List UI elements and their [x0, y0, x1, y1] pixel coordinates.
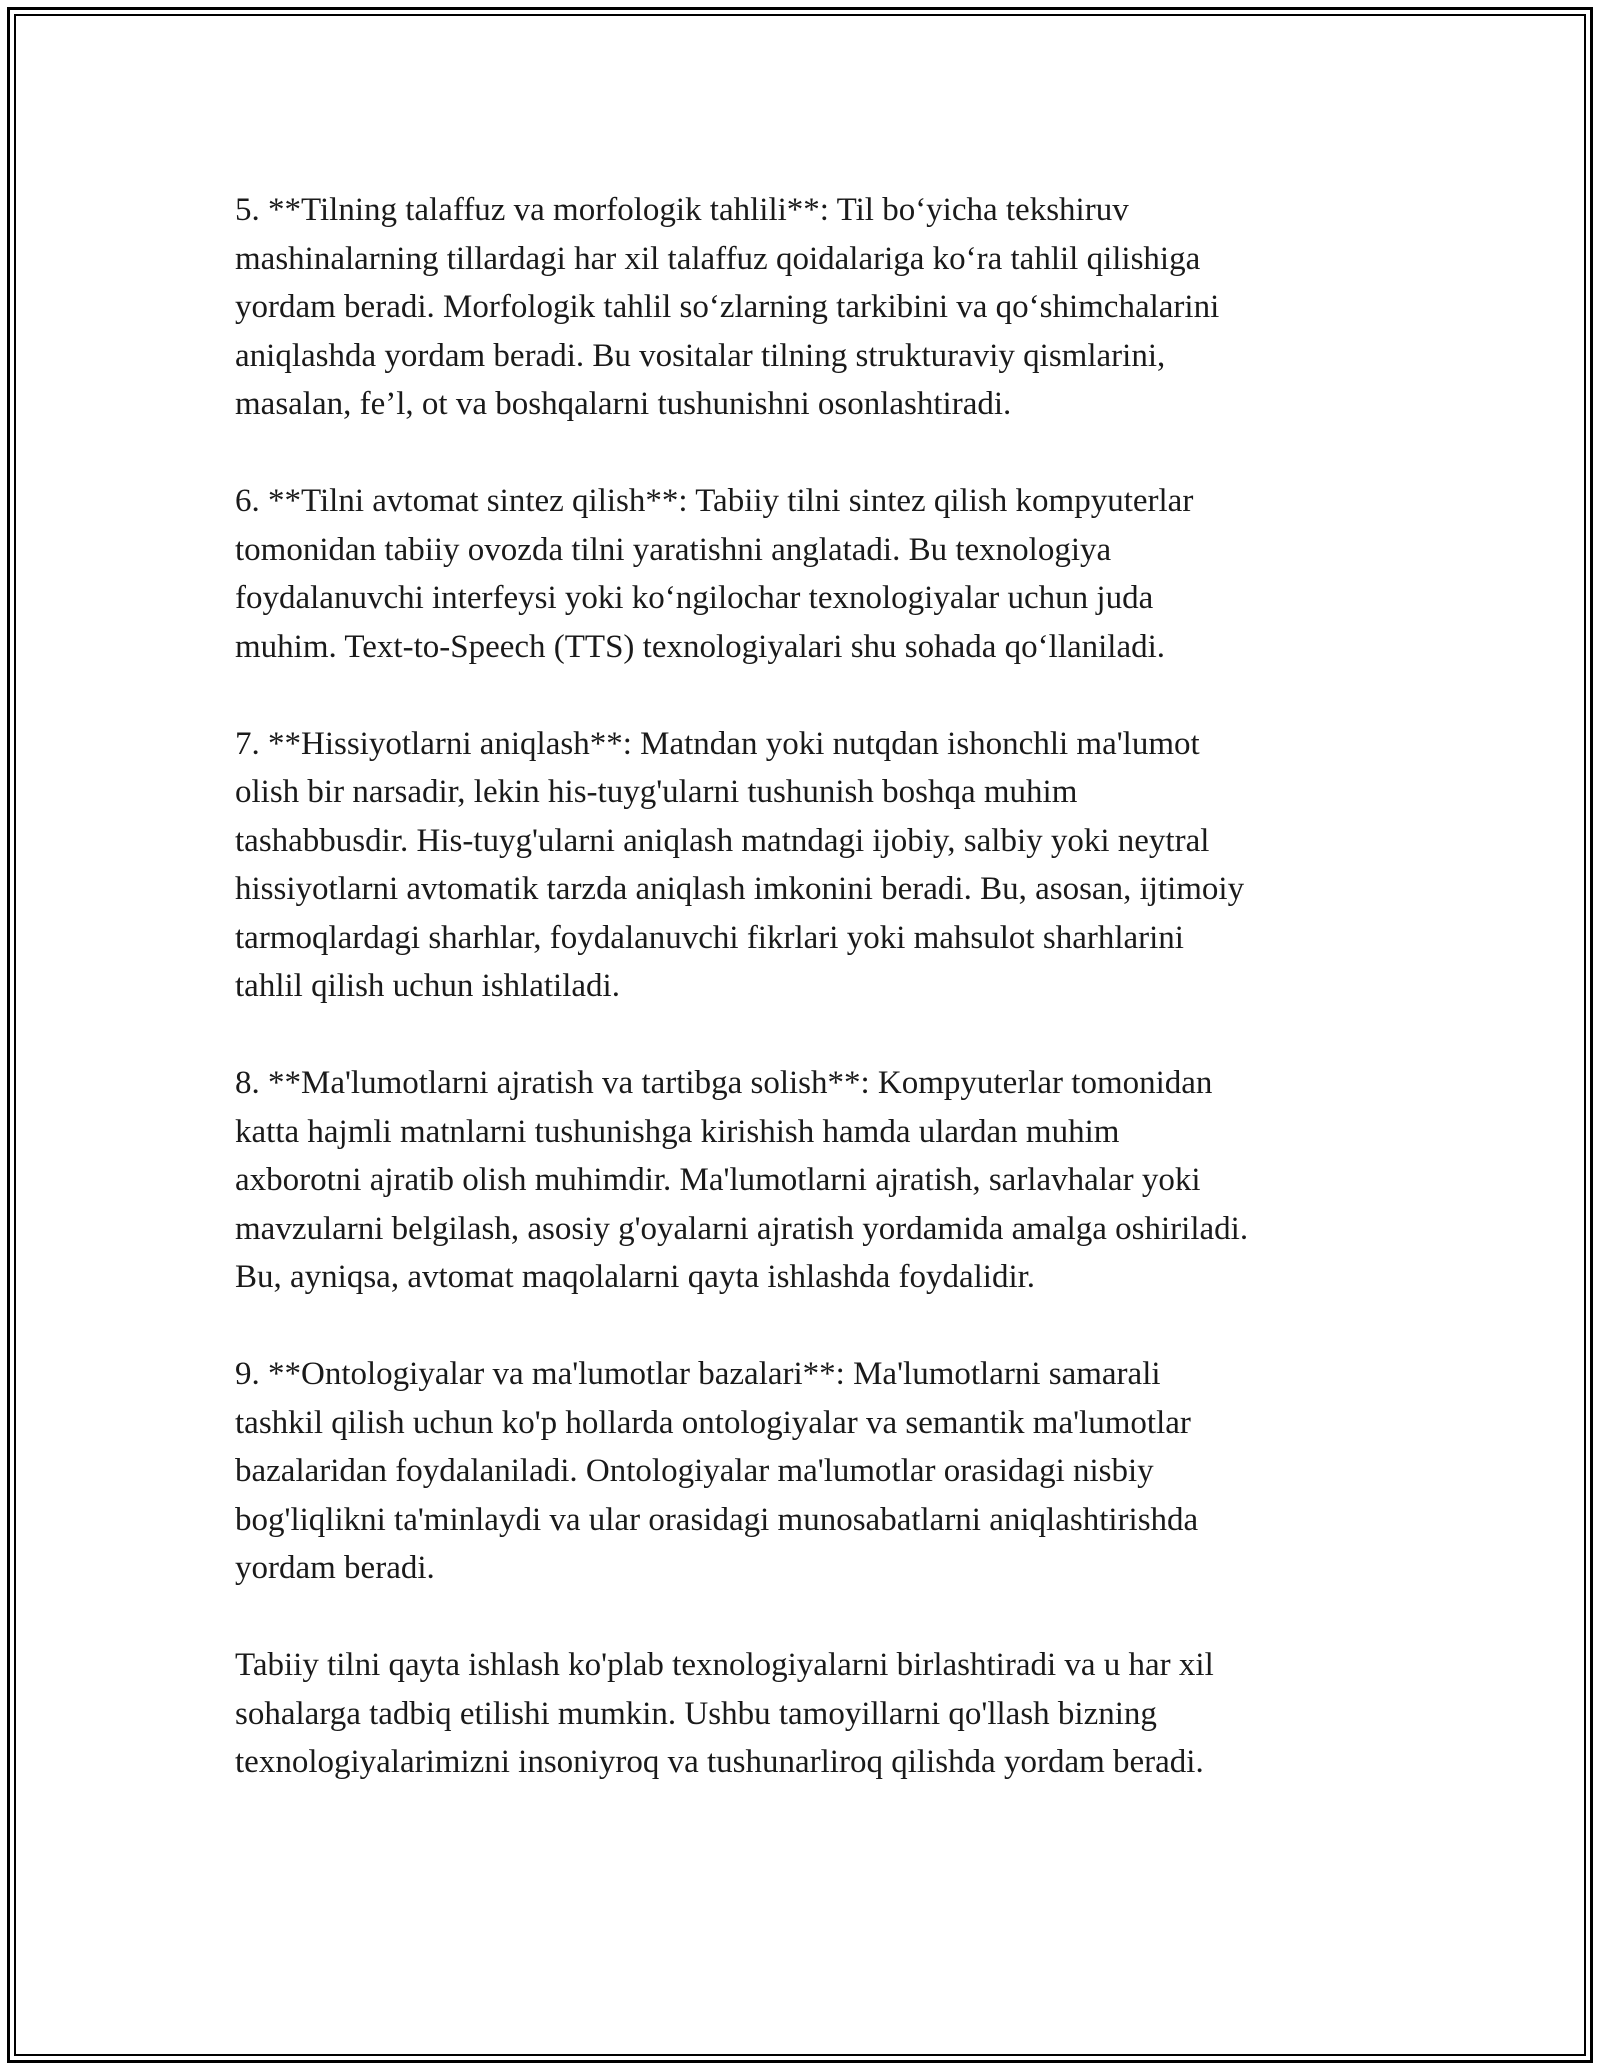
paragraph-conclusion: [235, 1641, 1375, 1787]
text-line: texnologiyalarimizni insoniyroq va tushunarliroq qilishda yordam beradi.: [235, 1744, 1204, 1780]
text-line: muhim. Text-to-Speech (TTS) texnologiyalari shu sohada qo‘llaniladi.: [235, 628, 1166, 665]
text-line: sohalarga tadbiq etilishi mumkin. Ushbu tamoyillarni qo'llash bizning: [235, 1695, 1157, 1732]
text-line: yordam beradi.: [235, 1550, 435, 1586]
text-line: 5. **Tilning talaffuz va morfologik tahlili**: Til bo‘yicha tekshiruv: [235, 192, 1129, 228]
text-line: axborotni ajratib olish muhimdir. Ma'lumotlarni ajratish, sarlavhalar yoki: [235, 1162, 1201, 1198]
text-line: tashabbusdir. His-tuyg'ularni aniqlash matndagi ijobiy, salbiy yoki neytral: [235, 822, 1210, 859]
text-line: Bu, ayniqsa, avtomat maqolalarni qayta ishlashda foydalidir.: [235, 1259, 1036, 1295]
text-line: foydalanuvchi interfeysi yoki ko‘ngilochar texnologiyalar uchun juda: [235, 580, 1154, 616]
text-line: masalan, fe’l, ot va boshqalarni tushunishni osonlashtiradi.: [235, 386, 1012, 422]
paragraph-5-pronunciation-morphology: [235, 186, 1375, 429]
text-line: 6. **Tilni avtomat sintez qilish**: Tabiiy tilni sintez qilish kompyuterlar: [235, 483, 1194, 519]
text-line: tomonidan tabiiy ovozda tilni yaratishni anglatadi. Bu texnologiya: [235, 531, 1112, 568]
text-line: tashkil qilish uchun ko'p hollarda ontologiyalar va semantik ma'lumotlar: [235, 1404, 1191, 1441]
text-line: bazalaridan foydalaniladi. Ontologiyalar ma'lumotlar orasidagi nisbiy: [235, 1453, 1154, 1489]
paragraph-6-speech-synthesis: [235, 477, 1375, 671]
text-line: yordam beradi. Morfologik tahlil so‘zlarning tarkibini va qo‘shimchalarini: [235, 289, 1220, 325]
text-line: 8. **Ma'lumotlarni ajratish va tartibga solish**: Kompyuterlar tomonidan: [235, 1065, 1213, 1101]
text-line: bog'liqlikni ta'minlaydi va ular orasidagi munosabatlarni aniqlashtirishda: [235, 1501, 1199, 1538]
text-line: tahlil qilish uchun ishlatiladi.: [235, 968, 620, 1004]
text-line: mashinalarning tillardagi har xil talaffuz qoidalariga ko‘ra tahlil qilishiga: [235, 240, 1201, 277]
text-line: tarmoqlardagi sharhlar, foydalanuvchi fikrlari yoki mahsulot sharhlarini: [235, 919, 1184, 956]
text-line: 7. **Hissiyotlarni aniqlash**: Matndan yoki nutqdan ishonchli ma'lumot: [235, 725, 1200, 762]
paragraph-9-ontologies-databases: [235, 1350, 1375, 1593]
text-line: 9. **Ontologiyalar va ma'lumotlar bazalari**: Ma'lumotlarni samarali: [235, 1356, 1161, 1392]
text-line: aniqlashda yordam beradi. Bu vositalar tilning strukturaviy qismlarini,: [235, 337, 1166, 374]
text-line: mavzularni belgilash, asosiy g'oyalarni ajratish yordamida amalga oshiriladi.: [235, 1210, 1249, 1247]
text-line: katta hajmli matnlarni tushunishga kirishish hamda ulardan muhim: [235, 1113, 1120, 1150]
document-body: [235, 186, 1375, 1835]
text-line: hissiyotlarni avtomatik tarzda aniqlash imkonini beradi. Bu, asosan, ijtimoiy: [235, 871, 1245, 907]
paragraph-7-emotion-detection: [235, 720, 1375, 1011]
text-line: Tabiiy tilni qayta ishlash ko'plab texnologiyalarni birlashtiradi va u har xil: [235, 1647, 1214, 1683]
text-line: olish bir narsadir, lekin his-tuyg'ularni tushunish boshqa muhim: [235, 774, 1078, 810]
paragraph-8-information-extraction: [235, 1059, 1375, 1302]
